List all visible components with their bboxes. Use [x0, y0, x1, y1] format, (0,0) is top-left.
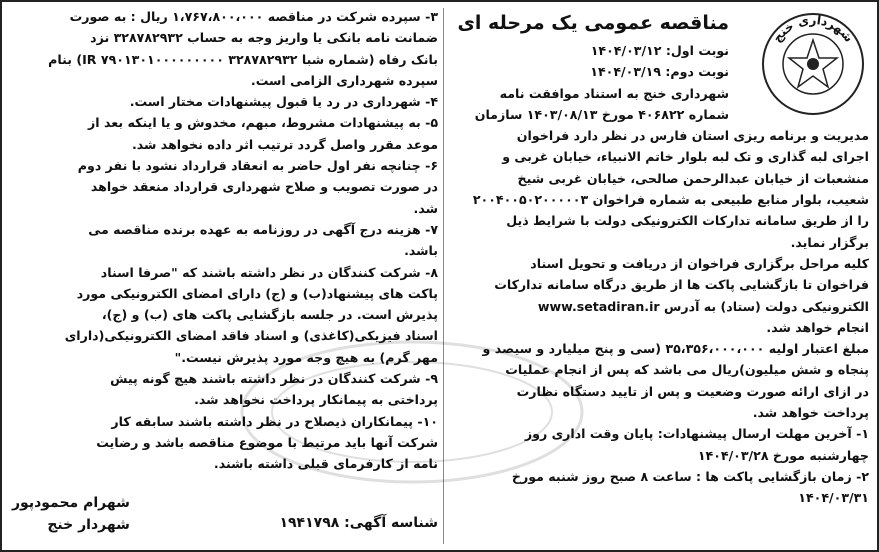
signature-name: شهرام محمودپور [12, 495, 130, 511]
logo-text: شهرداری خنج [769, 12, 856, 45]
text-line: موعد مقرر واصل گردد ترتیب اثر داده نخواهد شد. [131, 136, 438, 152]
text-line: را از طریق سامانه تدارکات الکترونیکی دولت با شرایط ذیل [506, 213, 869, 229]
text-line: شعیب، بلوار منابع طبیعی به شماره فراخوان ۲۰۰۴۰۰۵۰۲۰۰۰۰۰۳ [472, 192, 869, 208]
text-line: شد. [413, 200, 438, 216]
text-line: انجام خواهد شد. [766, 319, 869, 335]
text-line: پاکت های پیشنهاد(ب) و (ج) دارای امضای الکترونیکی مورد [76, 285, 438, 301]
left-column-text [8, 6, 438, 475]
text-line: شرکت آنها باید مرتبط با موضوع مناقصه باشد و رضایت [96, 434, 438, 450]
text-line: ۲- زمان بازگشایی پاکت ها : ساعت ۸ صبح روز شنبه مورخ [511, 468, 869, 484]
municipality-seal-icon [757, 8, 869, 120]
text-line: در ازای ارائه صورت وضعیت و پس از تایید دستگاه نظارت [516, 383, 869, 399]
text-line: شهرداری خنج به استناد موافقت نامه [499, 85, 729, 101]
left-column [8, 6, 438, 546]
text-line: پرداختی به پیمانکار پرداخت نخواهد شد. [194, 392, 438, 408]
text-line: مهر گرم) به هیچ وجه مورد پذیرش نیست." [174, 349, 438, 365]
page-title: مناقصه عمومی یک مرحله ای [457, 12, 729, 34]
signature-block [12, 492, 130, 536]
text-line: چهارشنبه مورخ ۱۴۰۴/۰۳/۲۸ [697, 447, 869, 463]
text-line: نوبت اول: ۱۴۰۴/۰۳/۱۲ [590, 43, 729, 58]
text-line: الکترونیکی دولت (ستاد) به آدرس www.setadiran.ir [537, 298, 869, 314]
text-line: پرداخت خواهد شد. [752, 405, 869, 421]
text-line: فراخوان تا بازگشایی پاکت ها از طریق درگاه سامانه تدارکات [494, 277, 869, 293]
text-line: ۳- سپرده شرکت در مناقصه ۱،۷۶۷،۸۰۰،۰۰۰ ریال : به صورت [69, 9, 438, 24]
text-line: ضمانت نامه بانکی یا واریز وجه به حساب ۳۲۸۷۸۲۹۳۲ نزد [90, 30, 438, 46]
text-line: مدیریت و برنامه ریزی استان فارس در نظر دارد فراخوان [516, 128, 869, 144]
text-line: نوبت دوم: ۱۴۰۴/۰۳/۱۹ [590, 64, 729, 80]
text-line: ۷- هزینه درج آگهی در روزنامه به عهده برنده مناقصه می [88, 221, 438, 237]
text-line: ۱- آخرین مهلت ارسال پیشنهادات: پایان وقت اداری روز [524, 426, 869, 442]
text-line: در صورت تصویب و صلاح شهرداری قرارداد منعقد خواهد [90, 179, 438, 195]
text-line: ۸- شرکت کنندگان در نظر داشته باشند که "صرفا اسناد [100, 264, 438, 280]
text-line: باشد. [404, 243, 438, 259]
ad-code: شناسه آگهی: ۱۹۴۱۷۹۸ [279, 515, 438, 531]
text-line: ۱۴۰۴/۰۳/۳۱ [798, 490, 869, 506]
text-line: سپرده شهرداری الزامی است. [250, 72, 438, 88]
text-line: ۴- شهرداری در رد یا قبول پیشنهادات مختار است. [129, 94, 438, 110]
text-line: نامه از کارفرمای قبلی داشته باشند. [213, 456, 438, 472]
text-line: شماره ۴۰۶۸۲۲ مورخ ۱۴۰۳/۰۸/۱۳ سازمان [474, 106, 729, 122]
text-line: ۱۰- پیمانکاران ذیصلاح در نظر داشته باشند سابقه کار [111, 413, 438, 429]
column-divider [443, 8, 444, 544]
text-line: پذیرش است. در جلسه بازگشایی پاکت های (ب) و (ج)، [101, 307, 438, 323]
text-line: ۶- چنانچه نفر اول حاضر به انعقاد قرارداد نشود با نفر دوم [77, 158, 438, 174]
text-line: پنجاه و شش میلیون)ریال می باشد که پس از انجام عملیات [505, 362, 869, 378]
text-line: ۹- شرکت کنندگان در نظر داشته باشند هیچ گونه پیش [110, 371, 438, 387]
text-line: منشعبات از خیابان عبدالرحمن صالحی، خیابان غربی شیخ [517, 170, 869, 186]
text-line: بانک رفاه (شماره شبا ۳۲۸۷۸۲۹۳۲ IR ۷۹۰۱۳۰۱۰۰۰۰۰۰۰۰۰) بنام [48, 51, 438, 67]
right-column [445, 6, 869, 546]
signature-title: شهردار خنج [47, 517, 130, 533]
text-line: کلیه مراحل برگزاری فراخوان از دریافت و تحویل اسناد [530, 255, 869, 271]
text-line: اسناد فیزیکی(کاغذی) و اسناد فاقد امضای الکترونیکی(دارای [64, 328, 438, 344]
text-line: اجرای لبه گذاری و تک لبه بلوار خاتم الانبیاء، خیابان غربی و [502, 149, 869, 165]
text-line: ۵- به پیشنهادات مشروط، مبهم، مخدوش و یا اینکه بعد از [88, 115, 438, 131]
text-line: برگزار نماید. [790, 234, 869, 250]
text-line: مبلغ اعتبار اولیه ۳۵،۳۵۶،۰۰۰،۰۰۰ (سی و پنج میلیارد و سیصد و [482, 341, 869, 357]
